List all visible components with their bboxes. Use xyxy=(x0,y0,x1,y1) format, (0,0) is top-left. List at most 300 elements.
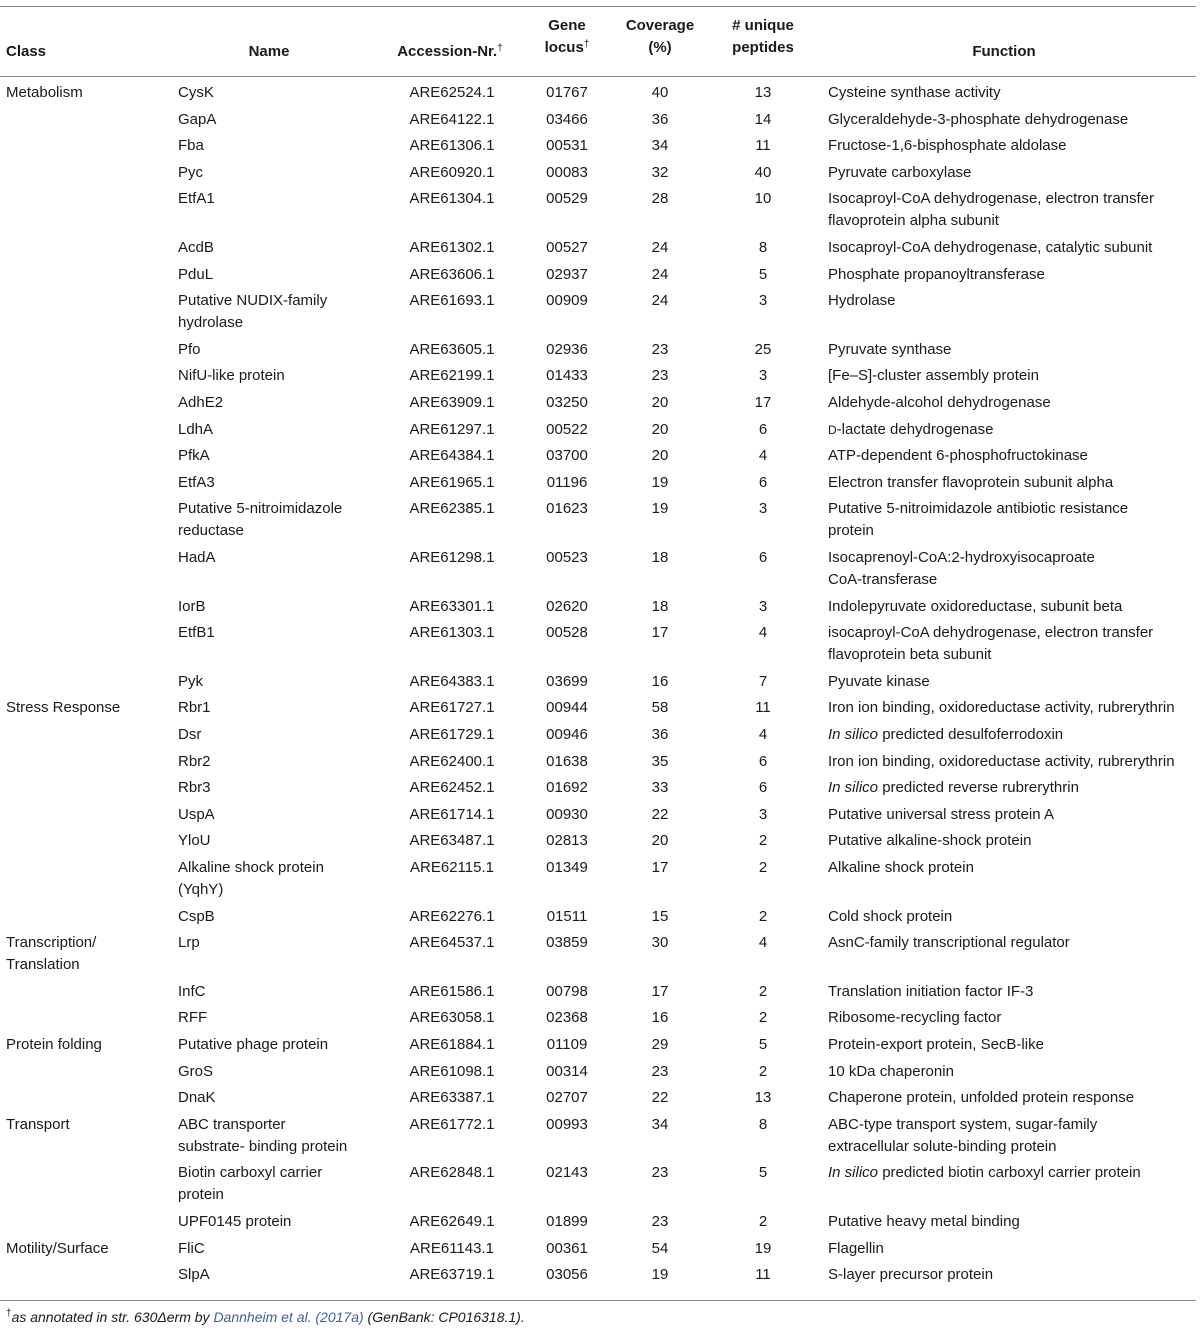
cell-function-text: flavoprotein beta subunit xyxy=(828,646,992,663)
cell-gene-locus-text: 00314 xyxy=(546,1063,588,1080)
cell-name-text: LdhA xyxy=(178,421,214,438)
cell-name-line xyxy=(178,724,378,746)
cell-accession xyxy=(392,188,512,210)
cell-accession-line xyxy=(392,1264,512,1286)
cell-function xyxy=(828,671,1200,693)
cell-unique-peptides xyxy=(716,830,810,852)
cell-accession-text: ARE61306.1 xyxy=(409,137,495,154)
cell-name-text: substrate- binding protein xyxy=(178,1138,348,1155)
cell-gene-locus-text: 00528 xyxy=(546,624,588,641)
cell-unique-peptides xyxy=(716,109,810,131)
footnote-citation-link[interactable]: Dannheim et al. (2017a) xyxy=(213,1309,364,1325)
header-peptides-line2: peptides xyxy=(732,39,794,56)
cell-name xyxy=(178,1061,378,1083)
cell-coverage xyxy=(618,1211,702,1233)
cell-function-line xyxy=(828,365,1200,387)
cell-name-line xyxy=(178,671,378,693)
cell-coverage-line xyxy=(618,777,702,799)
cell-gene-locus-line xyxy=(528,1211,606,1233)
cell-function-line xyxy=(828,237,1200,259)
cell-coverage xyxy=(618,1264,702,1286)
cell-unique-peptides-line xyxy=(716,804,810,826)
cell-coverage-line xyxy=(618,237,702,259)
cell-unique-peptides-text: 5 xyxy=(758,266,768,283)
cell-coverage-line xyxy=(618,339,702,361)
cell-function xyxy=(828,498,1200,542)
cell-unique-peptides-text: 3 xyxy=(758,292,768,309)
cell-name-line xyxy=(178,392,378,414)
cell-function-line xyxy=(828,1264,1200,1286)
cell-gene-locus-text: 02937 xyxy=(546,266,588,283)
header-accession-mark: † xyxy=(497,43,503,54)
cell-coverage xyxy=(618,804,702,826)
cell-unique-peptides-text: 3 xyxy=(758,500,768,517)
cell-name xyxy=(178,804,378,826)
cell-name-line xyxy=(178,237,378,259)
cell-gene-locus xyxy=(528,264,606,286)
cell-function-line xyxy=(828,419,1200,441)
cell-function-text: Hydrolase xyxy=(828,292,896,309)
cell-unique-peptides-text: 8 xyxy=(758,239,768,256)
cell-name-text: Pfo xyxy=(178,341,201,358)
cell-name-text: PfkA xyxy=(178,447,210,464)
cell-name-line xyxy=(178,1114,378,1136)
cell-accession-text: ARE62524.1 xyxy=(409,84,495,101)
header-locus-line2: locus xyxy=(544,39,584,56)
cell-accession-text: ARE61098.1 xyxy=(409,1063,495,1080)
cell-accession-line xyxy=(392,1061,512,1083)
cell-coverage xyxy=(618,932,702,954)
cell-coverage xyxy=(618,547,702,569)
header-class: Class xyxy=(6,43,47,60)
cell-accession xyxy=(392,671,512,693)
cell-gene-locus-text: 03250 xyxy=(546,394,588,411)
cell-name-line xyxy=(178,365,378,387)
cell-gene-locus xyxy=(528,1211,606,1233)
cell-function-text: flavoprotein alpha subunit xyxy=(828,212,999,229)
cell-accession xyxy=(392,751,512,773)
cell-unique-peptides-text: 2 xyxy=(758,1063,768,1080)
cell-coverage xyxy=(618,445,702,467)
cell-gene-locus-line xyxy=(528,419,606,441)
cell-coverage-line xyxy=(618,498,702,520)
cell-gene-locus xyxy=(528,547,606,569)
cell-unique-peptides-text: 4 xyxy=(758,624,768,641)
header-coverage xyxy=(612,15,708,59)
cell-coverage-line xyxy=(618,472,702,494)
cell-accession-text: ARE62115.1 xyxy=(410,859,494,876)
cell-unique-peptides-line xyxy=(716,697,810,719)
cell-coverage xyxy=(618,1114,702,1136)
cell-accession-text: ARE62400.1 xyxy=(409,753,495,770)
cell-accession-line xyxy=(392,981,512,1003)
cell-gene-locus-text: 01692 xyxy=(546,779,588,796)
cell-accession-text: ARE62848.1 xyxy=(409,1164,495,1181)
cell-unique-peptides-text: 4 xyxy=(758,726,768,743)
cell-unique-peptides-text: 4 xyxy=(758,447,768,464)
cell-function-line xyxy=(828,724,1200,746)
cell-unique-peptides-line xyxy=(716,724,810,746)
cell-name-line xyxy=(178,162,378,184)
cell-name xyxy=(178,472,378,494)
cell-name-text: UspA xyxy=(178,806,215,823)
footnote-mark: † xyxy=(6,1308,12,1319)
cell-accession-text: ARE61714.1 xyxy=(409,806,495,823)
cell-function-line xyxy=(828,520,1200,542)
cell-accession xyxy=(392,932,512,954)
cell-coverage-line xyxy=(618,419,702,441)
header-locus xyxy=(528,15,606,59)
cell-accession-text: ARE61304.1 xyxy=(409,190,495,207)
header-coverage-line1: Coverage xyxy=(625,17,695,34)
cell-unique-peptides xyxy=(716,162,810,184)
cell-function-text: ATP-dependent 6-phosphofructokinase xyxy=(828,447,1088,464)
cell-name-line xyxy=(178,135,378,157)
cell-name xyxy=(178,188,378,210)
cell-accession-line xyxy=(392,445,512,467)
cell-gene-locus xyxy=(528,365,606,387)
cell-gene-locus xyxy=(528,1114,606,1136)
cell-gene-locus-text: 00798 xyxy=(546,983,588,1000)
cell-accession-line xyxy=(392,671,512,693)
cell-unique-peptides xyxy=(716,1007,810,1029)
cell-unique-peptides-text: 6 xyxy=(758,779,768,796)
cell-name-text: Lrp xyxy=(178,934,200,951)
cell-name-line xyxy=(178,339,378,361)
cell-unique-peptides xyxy=(716,932,810,954)
cell-function xyxy=(828,1264,1200,1286)
cell-unique-peptides-text: 5 xyxy=(758,1036,768,1053)
cell-gene-locus xyxy=(528,82,606,104)
cell-unique-peptides-text: 3 xyxy=(758,806,768,823)
table-bottom-rule xyxy=(0,1300,1196,1301)
cell-gene-locus-line xyxy=(528,1162,606,1184)
cell-function-text: Putative 5-nitroimidazole antibiotic resistance xyxy=(828,500,1129,517)
cell-coverage-line xyxy=(618,135,702,157)
cell-unique-peptides-line xyxy=(716,857,810,879)
cell-name xyxy=(178,498,378,542)
cell-gene-locus-line xyxy=(528,1061,606,1083)
cell-coverage-line xyxy=(618,1114,702,1136)
cell-name-line xyxy=(178,804,378,826)
cell-gene-locus-line xyxy=(528,981,606,1003)
cell-coverage-text: 29 xyxy=(651,1036,669,1053)
cell-gene-locus-line xyxy=(528,188,606,210)
cell-name xyxy=(178,777,378,799)
cell-class-text: Translation xyxy=(6,956,80,973)
cell-name xyxy=(178,339,378,361)
cell-name xyxy=(178,365,378,387)
cell-unique-peptides xyxy=(716,777,810,799)
cell-name-text: Putative 5-nitroimidazole xyxy=(178,500,343,517)
cell-function-text: Isocaproyl-CoA dehydrogenase, catalytic subunit xyxy=(828,239,1153,256)
cell-unique-peptides-text: 2 xyxy=(758,1009,768,1026)
cell-gene-locus xyxy=(528,751,606,773)
cell-class-text: Protein folding xyxy=(6,1036,102,1053)
cell-gene-locus xyxy=(528,237,606,259)
cell-accession xyxy=(392,290,512,312)
cell-accession-line xyxy=(392,596,512,618)
cell-function xyxy=(828,365,1200,387)
cell-function xyxy=(828,804,1200,826)
cell-unique-peptides-line xyxy=(716,1087,810,1109)
cell-coverage xyxy=(618,498,702,520)
cell-name-text: EtfA3 xyxy=(178,474,215,491)
cell-gene-locus-text: 00523 xyxy=(546,549,588,566)
cell-accession-text: ARE63606.1 xyxy=(409,266,495,283)
cell-coverage xyxy=(618,237,702,259)
cell-accession-line xyxy=(392,472,512,494)
cell-accession-line xyxy=(392,109,512,131)
cell-name-line xyxy=(178,445,378,467)
cell-coverage-line xyxy=(618,264,702,286)
cell-accession xyxy=(392,1007,512,1029)
cell-function-text: Indolepyruvate oxidoreductase, subunit beta xyxy=(828,598,1123,615)
cell-unique-peptides-text: 2 xyxy=(758,832,768,849)
cell-coverage xyxy=(618,697,702,719)
cell-function-line xyxy=(828,1238,1200,1260)
cell-unique-peptides xyxy=(716,751,810,773)
cell-name-text: EtfB1 xyxy=(178,624,215,641)
cell-name-text: Rbr2 xyxy=(178,753,211,770)
cell-accession-text: ARE61586.1 xyxy=(409,983,495,1000)
cell-gene-locus xyxy=(528,724,606,746)
cell-function xyxy=(828,392,1200,414)
cell-gene-locus-text: 01433 xyxy=(546,367,588,384)
cell-coverage-text: 22 xyxy=(651,1089,669,1106)
cell-unique-peptides-line xyxy=(716,419,810,441)
cell-unique-peptides-line xyxy=(716,162,810,184)
cell-unique-peptides-text: 3 xyxy=(758,367,768,384)
cell-unique-peptides xyxy=(716,290,810,312)
cell-function-text: In silico xyxy=(828,726,879,743)
cell-function-text: Phosphate propanoyltransferase xyxy=(828,266,1045,283)
cell-function-line xyxy=(828,1162,1200,1184)
cell-accession-line xyxy=(392,135,512,157)
cell-accession xyxy=(392,392,512,414)
cell-name-line xyxy=(178,879,378,901)
cell-function xyxy=(828,339,1200,361)
cell-function-text: In silico xyxy=(828,1164,879,1181)
cell-unique-peptides-text: 10 xyxy=(754,190,772,207)
cell-accession-text: ARE62452.1 xyxy=(409,779,495,796)
cell-function xyxy=(828,981,1200,1003)
cell-unique-peptides xyxy=(716,135,810,157)
cell-function xyxy=(828,596,1200,618)
cell-coverage-line xyxy=(618,830,702,852)
cell-function-text: Isocaprenoyl-CoA:2-hydroxyisocaproate xyxy=(828,549,1095,566)
cell-name xyxy=(178,445,378,467)
cell-function xyxy=(828,1034,1200,1056)
cell-accession-text: ARE61298.1 xyxy=(409,549,495,566)
cell-function-line xyxy=(828,82,1200,104)
cell-gene-locus xyxy=(528,162,606,184)
cell-accession xyxy=(392,264,512,286)
cell-gene-locus-line xyxy=(528,830,606,852)
cell-name-line xyxy=(178,1034,378,1056)
cell-function-text: Protein-export protein, SecB-like xyxy=(828,1036,1044,1053)
cell-name-text: Rbr3 xyxy=(178,779,211,796)
cell-gene-locus xyxy=(528,498,606,520)
cell-function-text: In silico xyxy=(828,779,879,796)
cell-function-text: Putative heavy metal binding xyxy=(828,1213,1020,1230)
cell-coverage-line xyxy=(618,290,702,312)
cell-unique-peptides-text: 11 xyxy=(755,699,771,716)
cell-class-text: Stress Response xyxy=(6,699,121,716)
cell-function-text: Iron ion binding, oxidoreductase activity, rubrerythrin xyxy=(828,699,1175,716)
cell-accession-text: ARE63909.1 xyxy=(409,394,495,411)
cell-coverage-line xyxy=(618,188,702,210)
cell-gene-locus-text: 02368 xyxy=(546,1009,588,1026)
cell-coverage xyxy=(618,1162,702,1184)
cell-gene-locus-line xyxy=(528,596,606,618)
cell-unique-peptides xyxy=(716,188,810,210)
cell-function-text: Pyruvate synthase xyxy=(828,341,952,358)
cell-unique-peptides xyxy=(716,237,810,259)
cell-function-line xyxy=(828,188,1200,210)
cell-function-text: Putative alkaline-shock protein xyxy=(828,832,1032,849)
cell-function xyxy=(828,1087,1200,1109)
cell-coverage xyxy=(618,135,702,157)
cell-unique-peptides-line xyxy=(716,264,810,286)
header-name: Name xyxy=(248,43,290,60)
cell-function-line xyxy=(828,339,1200,361)
cell-function-line xyxy=(828,290,1200,312)
cell-accession xyxy=(392,365,512,387)
cell-unique-peptides-line xyxy=(716,498,810,520)
cell-unique-peptides xyxy=(716,82,810,104)
cell-function-text: Fructose-1,6-bisphosphate aldolase xyxy=(828,137,1067,154)
cell-function-line xyxy=(828,210,1200,232)
cell-accession-text: ARE63719.1 xyxy=(409,1266,495,1283)
cell-unique-peptides-text: 4 xyxy=(758,934,768,951)
cell-gene-locus-line xyxy=(528,1007,606,1029)
cell-gene-locus xyxy=(528,445,606,467)
cell-accession xyxy=(392,445,512,467)
cell-name-text: CspB xyxy=(178,908,215,925)
cell-function xyxy=(828,547,1200,591)
cell-function-line xyxy=(828,932,1200,954)
cell-unique-peptides-line xyxy=(716,932,810,954)
cell-accession xyxy=(392,1087,512,1109)
cell-name-line xyxy=(178,751,378,773)
cell-accession-line xyxy=(392,932,512,954)
cell-class-line xyxy=(6,1238,166,1260)
cell-function-text: extracellular solute-binding protein xyxy=(828,1138,1057,1155)
cell-unique-peptides-line xyxy=(716,237,810,259)
cell-coverage-text: 24 xyxy=(651,239,669,256)
cell-coverage-text: 23 xyxy=(651,367,669,384)
cell-unique-peptides-line xyxy=(716,1061,810,1083)
cell-name xyxy=(178,622,378,644)
cell-coverage xyxy=(618,830,702,852)
cell-function-line xyxy=(828,906,1200,928)
cell-gene-locus xyxy=(528,472,606,494)
cell-unique-peptides xyxy=(716,671,810,693)
cell-unique-peptides-line xyxy=(716,906,810,928)
cell-function-line xyxy=(828,1087,1200,1109)
cell-function-line xyxy=(828,1007,1200,1029)
cell-coverage-text: 22 xyxy=(651,806,669,823)
cell-function-text: Pyuvate kinase xyxy=(828,673,930,690)
cell-function-text: Translation initiation factor IF-3 xyxy=(828,983,1034,1000)
cell-accession-line xyxy=(392,1007,512,1029)
cell-accession-line xyxy=(392,1162,512,1184)
header-peptides xyxy=(710,15,816,59)
cell-accession-line xyxy=(392,162,512,184)
cell-function-line xyxy=(828,135,1200,157)
cell-coverage-line xyxy=(618,82,702,104)
cell-name xyxy=(178,237,378,259)
cell-function xyxy=(828,1061,1200,1083)
cell-gene-locus xyxy=(528,188,606,210)
cell-unique-peptides-line xyxy=(716,82,810,104)
cell-coverage-line xyxy=(618,724,702,746)
cell-class xyxy=(6,932,166,976)
cell-unique-peptides-text: 2 xyxy=(758,1213,768,1230)
cell-name-text: AdhE2 xyxy=(178,394,224,411)
cell-unique-peptides xyxy=(716,365,810,387)
cell-unique-peptides-text: 3 xyxy=(758,598,768,615)
cell-coverage-line xyxy=(618,1007,702,1029)
cell-accession-text: ARE61772.1 xyxy=(409,1116,495,1133)
cell-accession xyxy=(392,830,512,852)
cell-gene-locus xyxy=(528,1087,606,1109)
cell-name xyxy=(178,1007,378,1029)
cell-unique-peptides-text: 5 xyxy=(758,1164,768,1181)
cell-class-text: Motility/Surface xyxy=(6,1240,109,1257)
cell-name xyxy=(178,981,378,1003)
cell-function xyxy=(828,264,1200,286)
cell-name-text: FliC xyxy=(178,1240,205,1257)
cell-function xyxy=(828,188,1200,232)
cell-gene-locus-text: 01767 xyxy=(546,84,588,101)
cell-gene-locus-text: 01196 xyxy=(546,474,588,491)
cell-gene-locus-line xyxy=(528,290,606,312)
cell-function-line xyxy=(828,109,1200,131)
cell-name xyxy=(178,264,378,286)
cell-class xyxy=(6,697,166,719)
cell-accession xyxy=(392,162,512,184)
cell-gene-locus xyxy=(528,906,606,928)
cell-coverage-line xyxy=(618,365,702,387)
cell-coverage xyxy=(618,264,702,286)
cell-unique-peptides xyxy=(716,1061,810,1083)
cell-coverage xyxy=(618,392,702,414)
cell-unique-peptides-line xyxy=(716,671,810,693)
cell-accession-text: ARE63387.1 xyxy=(409,1089,495,1106)
cell-function-text: ABC-type transport system, sugar-family xyxy=(828,1116,1098,1133)
cell-coverage-line xyxy=(618,857,702,879)
cell-accession-line xyxy=(392,547,512,569)
cell-name-line xyxy=(178,1087,378,1109)
cell-coverage-text: 54 xyxy=(651,1240,669,1257)
cell-gene-locus xyxy=(528,1162,606,1184)
cell-name-line xyxy=(178,596,378,618)
cell-unique-peptides-line xyxy=(716,445,810,467)
cell-accession-line xyxy=(392,1114,512,1136)
cell-accession xyxy=(392,1034,512,1056)
cell-name xyxy=(178,1211,378,1233)
cell-coverage-text: 34 xyxy=(651,1116,669,1133)
cell-function-line xyxy=(828,1136,1200,1158)
cell-accession xyxy=(392,339,512,361)
cell-gene-locus-text: 03859 xyxy=(546,934,588,951)
cell-function-text: D xyxy=(828,423,837,437)
cell-coverage-line xyxy=(618,392,702,414)
cell-coverage xyxy=(618,981,702,1003)
cell-name-line xyxy=(178,857,378,879)
